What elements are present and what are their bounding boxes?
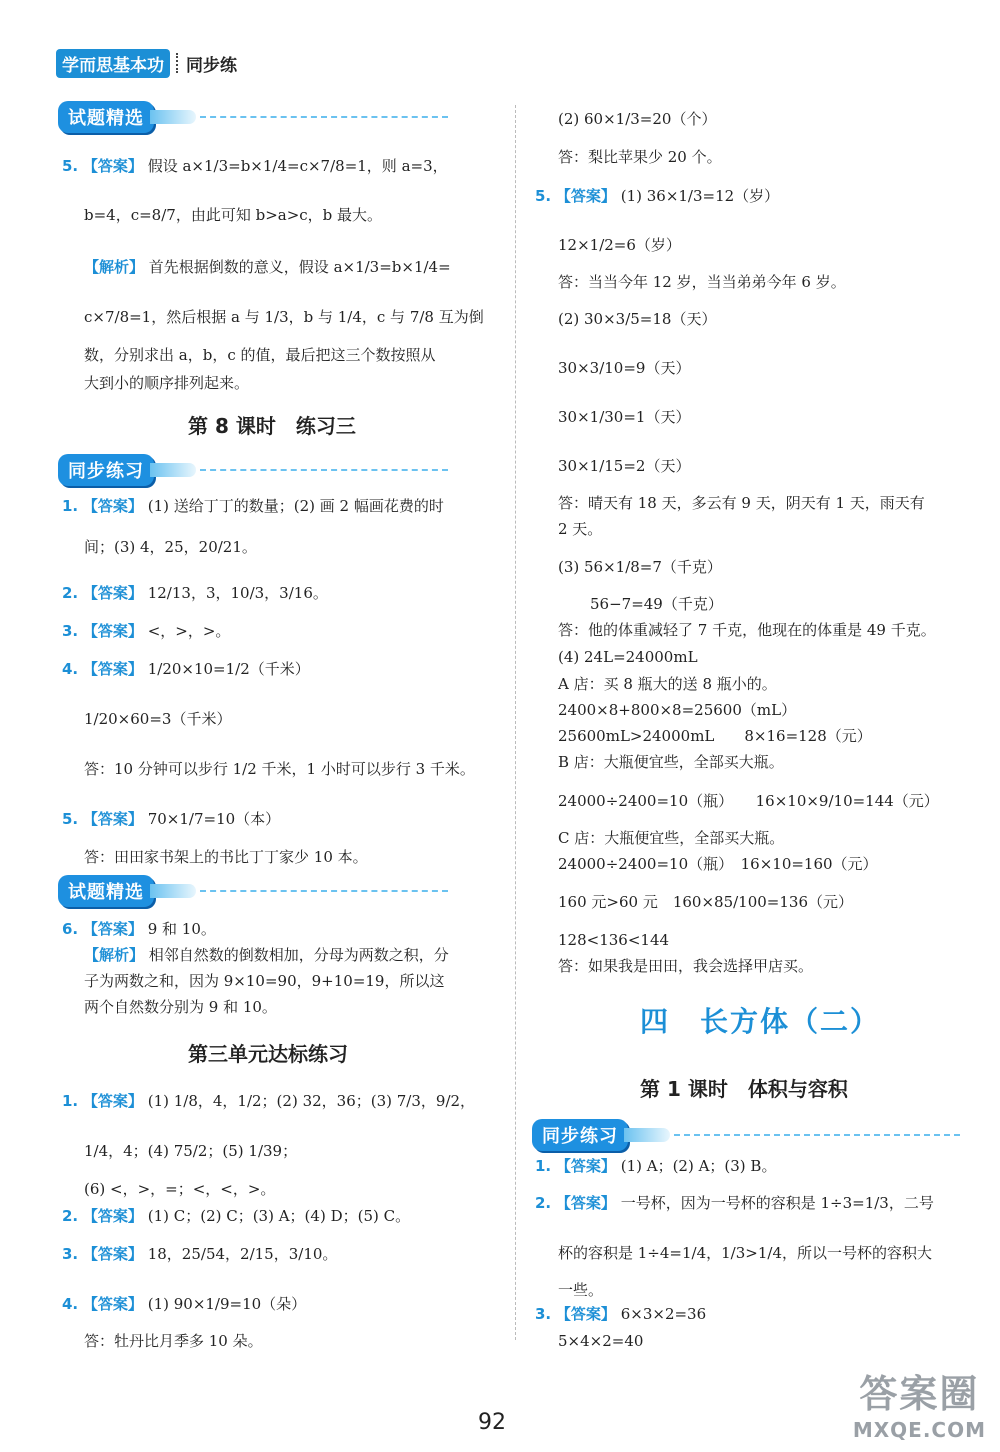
explanation-line: 【解析】 相邻自然数的倒数相加，分母为两数之积，分 bbox=[84, 946, 449, 964]
answer-line: 2 天。 bbox=[558, 520, 603, 538]
answer-line: 6. 【答案】 9 和 10。 bbox=[62, 920, 216, 938]
answer-line: 答：牡丹比月季多 10 朵。 bbox=[84, 1332, 263, 1350]
answer-line: 2400×8+800×8=25600（mL） bbox=[558, 701, 797, 719]
answer-line: 3. 【答案】 6×3×2=36 bbox=[535, 1305, 707, 1323]
lesson-heading: 第 8 课时 练习三 bbox=[188, 414, 356, 438]
answer-line: b=4，c=8/7，由此可知 b>a>c，b 最大。 bbox=[84, 206, 383, 224]
answer-line: 1/4，4；(4) 75/2；(5) 1/39； bbox=[84, 1142, 298, 1160]
answer-line: 30×3/10=9（天） bbox=[558, 359, 691, 377]
answer-line: 2. 【答案】 一号杯，因为一号杯的容积是 1÷3=1/3，二号 bbox=[535, 1194, 934, 1212]
answer-line: 5. 【答案】 70×1/7=10（本） bbox=[62, 810, 281, 828]
answer-line: 5. 【答案】 (1) 36×1/3=12（岁） bbox=[535, 187, 780, 205]
answer-line: 30×1/15=2（天） bbox=[558, 457, 691, 475]
answer-line: 答：梨比苹果少 20 个。 bbox=[558, 148, 722, 166]
chapter-heading: 四 长方体（二） bbox=[640, 1005, 881, 1038]
answer-line: 1/20×60=3（千米） bbox=[84, 710, 232, 728]
brand-header bbox=[56, 50, 237, 76]
answer-line: 12×1/2=6（岁） bbox=[558, 236, 681, 254]
answer-line: 答：田田家书架上的书比丁丁家少 10 本。 bbox=[84, 848, 368, 866]
answer-line: 1. 【答案】 (1) 送给丁丁的数量；(2) 画 2 幅画花费的时 bbox=[62, 497, 444, 515]
answer-line: 杯的容积是 1÷4=1/4，1/3>1/4，所以一号杯的容积大 bbox=[558, 1244, 932, 1262]
brand-separator bbox=[176, 53, 180, 73]
page-number: 92 bbox=[478, 1410, 506, 1435]
unit-heading: 第三单元达标练习 bbox=[188, 1042, 348, 1066]
column-divider bbox=[515, 105, 516, 1340]
explanation-line: 【解析】 首先根据倒数的意义，假设 a×1/3=b×1/4= bbox=[84, 258, 451, 276]
answer-line: A 店：买 8 瓶大的送 8 瓶小的。 bbox=[558, 675, 777, 693]
answer-line: 答：当当今年 12 岁，当当弟弟今年 6 岁。 bbox=[558, 273, 846, 291]
explanation-line: 数，分别求出 a，b，c 的值，最后把这三个数按照从 bbox=[84, 346, 436, 364]
answer-line: 一些。 bbox=[558, 1281, 604, 1299]
answer-line: 4. 【答案】 1/20×10=1/2（千米） bbox=[62, 660, 310, 678]
answer-line: (6) <，>，=；<，<，>。 bbox=[84, 1180, 276, 1198]
answer-line: 答：他的体重减轻了 7 千克，他现在的体重是 49 千克。 bbox=[558, 621, 936, 639]
banner-featured: 试题精选 bbox=[58, 874, 448, 908]
answer-line: C 店：大瓶便宜些，全部买大瓶。 bbox=[558, 829, 785, 847]
watermark: 答案圈 MXQE.COM bbox=[852, 1372, 986, 1442]
answer-line: 3. 【答案】 18，25/54，2/15，3/10。 bbox=[62, 1245, 338, 1263]
series-title: 同步练 bbox=[186, 55, 237, 76]
explanation-line: 大到小的顺序排列起来。 bbox=[84, 374, 250, 392]
brand-logo: 学而思基本功 bbox=[56, 49, 170, 78]
answer-line: 1. 【答案】 (1) A；(2) A；(3) B。 bbox=[535, 1157, 777, 1175]
answer-line: (2) 60×1/3=20（个） bbox=[558, 110, 717, 128]
explanation-line: 两个自然数分别为 9 和 10。 bbox=[84, 998, 277, 1016]
answer-line: 25600mL>24000mL 8×16=128（元） bbox=[558, 727, 872, 745]
answer-line: 3. 【答案】 <，>，>。 bbox=[62, 622, 231, 640]
explanation-line: c×7/8=1，然后根据 a 与 1/3，b 与 1/4，c 与 7/8 互为倒 bbox=[84, 308, 484, 326]
answer-line: 24000÷2400=10（瓶） 16×10=160（元） bbox=[558, 855, 878, 873]
answer-line: 答：晴天有 18 天，多云有 9 天，阴天有 1 天，雨天有 bbox=[558, 494, 925, 512]
answer-line: 2. 【答案】 12/13，3，10/3，3/16。 bbox=[62, 584, 328, 602]
answer-line: 5. 【答案】 假设 a×1/3=b×1/4=c×7/8=1，则 a=3， bbox=[62, 157, 448, 175]
banner-featured: 试题精选 bbox=[58, 100, 448, 134]
answer-line: 24000÷2400=10（瓶） 16×10×9/10=144（元） bbox=[558, 792, 939, 810]
answer-line: 5×4×2=40 bbox=[558, 1332, 644, 1350]
answer-line: B 店：大瓶便宜些，全部买大瓶。 bbox=[558, 753, 784, 771]
answer-line: 答：如果我是田田，我会选择甲店买。 bbox=[558, 957, 814, 975]
answer-line: 4. 【答案】 (1) 90×1/9=10（朵） bbox=[62, 1295, 307, 1313]
answer-line: (3) 56×1/8=7（千克） bbox=[558, 558, 722, 576]
answer-line: 1. 【答案】 (1) 1/8，4，1/2；(2) 32，36；(3) 7/3，9/2， bbox=[62, 1092, 476, 1110]
answer-line: 56−7=49（千克） bbox=[590, 595, 723, 613]
answer-line: 2. 【答案】 (1) C；(2) C；(3) A；(4) D；(5) C。 bbox=[62, 1207, 411, 1225]
explanation-line: 子为两数之和，因为 9×10=90，9+10=19，所以这 bbox=[84, 972, 445, 990]
banner-sync: 同步练习 bbox=[58, 453, 448, 487]
answer-line: 答：10 分钟可以步行 1/2 千米，1 小时可以步行 3 千米。 bbox=[84, 760, 475, 778]
lesson-heading: 第 1 课时 体积与容积 bbox=[640, 1077, 848, 1101]
banner-sync: 同步练习 bbox=[532, 1118, 960, 1152]
answer-line: 128<136<144 bbox=[558, 931, 670, 949]
answer-line: 间；(3) 4，25，20/21。 bbox=[84, 538, 257, 556]
answer-line: 160 元>60 元 160×85/100=136（元） bbox=[558, 893, 853, 911]
answer-line: (4) 24L=24000mL bbox=[558, 648, 698, 666]
answer-line: (2) 30×3/5=18（天） bbox=[558, 310, 717, 328]
answer-line: 30×1/30=1（天） bbox=[558, 408, 691, 426]
